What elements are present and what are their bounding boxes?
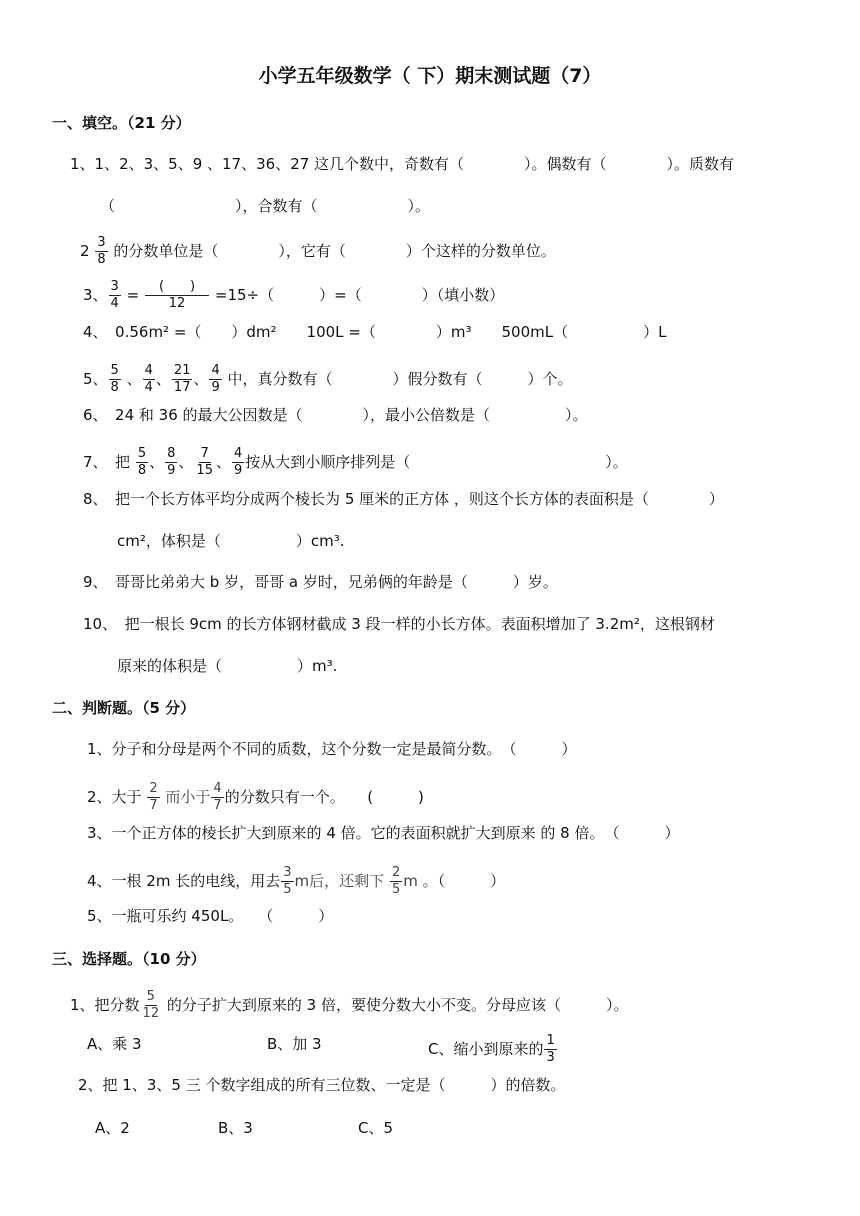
fraction-blank-12: $\frac{( )}{12}$ [145, 280, 209, 311]
q3-text: =15÷（ ）=（ ）（填小数） [214, 286, 505, 304]
s1-question-10-line1: 10、 把一根长 9cm 的长方体钢材截成 3 段一样的小长方体。表面积增加了 3.2m²，这根钢材 [83, 615, 715, 633]
s2-question-1: 1、分子和分母是两个不同的质数，这个分数一定是最简分数。 （ ） [87, 740, 577, 758]
s1-question-2 [80, 236, 556, 267]
s2-question-2 [87, 782, 424, 813]
fraction-5-8: $\frac{5}{8}$ [110, 363, 119, 395]
fraction-2-7: $\frac{2}{7}$ [149, 781, 158, 813]
fraction-4-9: $\frac{4}{9}$ [233, 446, 243, 478]
s3-q1-option-a: A、乘 3 [87, 1035, 142, 1053]
fraction-4-9: $\frac{4}{9}$ [211, 363, 220, 395]
q3-equals: = [126, 286, 140, 304]
s2-q4-text: 。（ ） [422, 872, 506, 890]
q7-text: 按从大到小顺序排列是（ ）。 [245, 453, 628, 471]
s1-question-10-line2: 原来的体积是（ ）m³. [117, 657, 338, 675]
s1-question-1-line2: （ ），合数有（ ）。 [100, 197, 431, 215]
s1-question-9: 9、 哥哥比弟弟大 b 岁，哥哥 a 岁时，兄弟俩的年龄是（ ）岁。 [83, 573, 558, 591]
s1-question-4: 4、 0.56m² =（ ）dm² 100L =（ ）m³ 500mL（ ）L [83, 323, 667, 341]
s1-question-8-line1: 8、 把一个长方体平均分成两个棱长为 5 厘米的正方体 ，则这个长方体的表面积是（ ） [83, 490, 724, 508]
fraction-21-17: $\frac{21}{17}$ [173, 363, 191, 395]
q2-text: 的分数单位是（ ），它有（ ）个这样的分数单位。 [113, 242, 556, 260]
fraction-3-8: $\frac{3}{8}$ [97, 235, 106, 267]
s2-q2-mid: 而小于 [165, 788, 211, 806]
fraction-7-15: $\frac{7}{15}$ [196, 446, 213, 478]
s3-q1-text: 的分子扩大到原来的 3 倍，要使分数大小不变。分母应该（ ）。 [166, 996, 629, 1014]
fraction-4-7: $\frac{4}{7}$ [213, 781, 222, 813]
q2-number: 2 [80, 242, 90, 260]
q5-sep-3: 、 [193, 370, 209, 388]
s2-q4-prefix: 4、一根 2m 长的电线，用去 [87, 872, 281, 890]
s2-question-3: 3、一个正方体的棱长扩大到原来的 4 倍。它的表面积就扩大到原来 的 8 倍。 （ ） [87, 824, 680, 842]
q5-text: 中，真分数有（ ）假分数有（ ）个。 [227, 370, 573, 388]
q5-sep-2: 、 [155, 370, 171, 388]
s1-question-6: 6、 24 和 36 的最大公因数是（ ），最小公倍数是（ ）。 [83, 406, 588, 424]
s2-question-4 [87, 866, 505, 897]
fraction-1-3: $\frac{1}{3}$ [546, 1033, 555, 1065]
s2-q2-text: 的分数只有一个。 ( ) [224, 788, 424, 806]
q7-prefix: 7、 把 [83, 453, 131, 471]
q3-number: 3、 [83, 286, 108, 304]
s1-question-3 [83, 280, 504, 311]
s2-question-5: 5、一瓶可乐约 450L。 （ ） [87, 907, 334, 925]
q5-sep-1: 、 [126, 370, 142, 388]
s2-q4-unit: m [403, 872, 418, 890]
fraction-3-4: $\frac{3}{4}$ [110, 279, 119, 311]
s1-question-8-line2: cm²，体积是（ ）cm³. [117, 532, 345, 550]
section2-heading: 二、判断题。（5 分） [52, 699, 196, 717]
q7-sep-2: 、 [178, 453, 194, 471]
s2-q2-prefix: 2、大于 [87, 788, 142, 806]
s3-q1-option-b: B、加 3 [267, 1035, 322, 1053]
s3-q1-prefix: 1、把分数 [70, 996, 140, 1014]
section3-heading: 三、选择题。（10 分） [52, 950, 206, 968]
fraction-5-8: $\frac{5}{8}$ [137, 446, 147, 478]
s1-question-5 [83, 364, 573, 395]
s2-q4-mid: m后，还剩下 [294, 872, 385, 890]
q5-number: 5、 [83, 370, 108, 388]
section1-heading: 一、填空。（21 分） [52, 114, 191, 132]
fraction-8-9: $\frac{8}{9}$ [167, 446, 176, 478]
fraction-4-4: $\frac{4}{4}$ [144, 363, 153, 395]
s3-question-2: 2、把 1、3、5 三 个数字组成的所有三位数、一定是（ ）的倍数。 [78, 1076, 566, 1094]
s1-question-1-line1: 1、1、2、3、5、9 、17、36、27 这几个数中，奇数有（ ）。偶数有（ ）。质数有 [70, 155, 735, 173]
q7-sep-1: 、 [149, 453, 165, 471]
fraction-3-5: $\frac{3}{5}$ [283, 865, 292, 897]
s3-q2-option-c: C、5 [358, 1119, 394, 1137]
page-title: 小学五年级数学（ 下）期末测试题（7） [258, 65, 602, 87]
s3-q2-option-b: B、3 [218, 1119, 253, 1137]
s1-question-7 [83, 447, 628, 478]
s3-question-1 [70, 990, 628, 1021]
s3-q1-option-c-text: C、缩小到原来的 [428, 1040, 544, 1058]
q7-sep-3: 、 [215, 453, 231, 471]
s3-q2-option-a: A、2 [95, 1119, 130, 1137]
fraction-5-12: $\frac{5}{12}$ [142, 989, 160, 1021]
s3-q1-option-c [428, 1034, 558, 1065]
fraction-2-5: $\frac{2}{5}$ [391, 865, 401, 897]
